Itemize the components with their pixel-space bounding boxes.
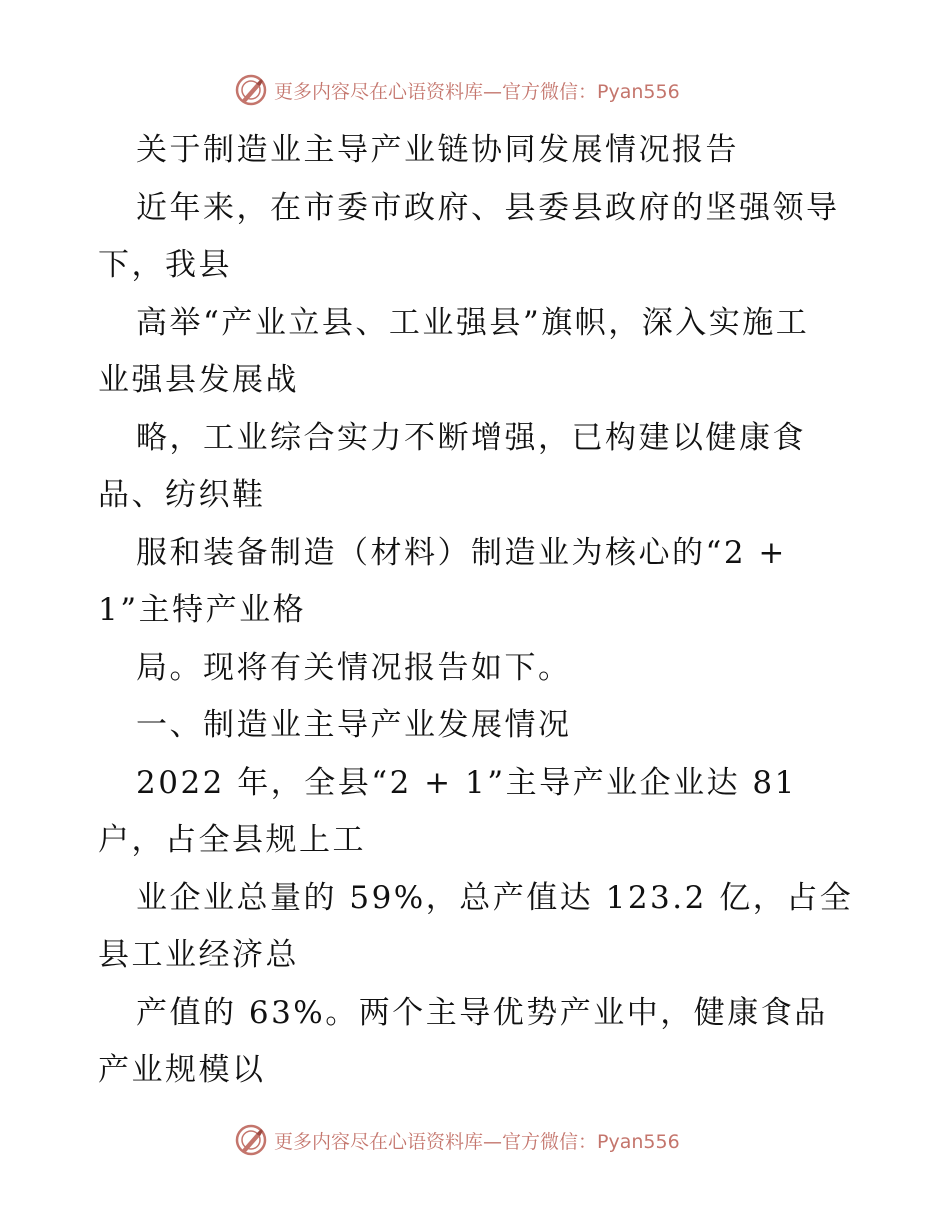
text-line: 品、纺织鞋 — [98, 477, 266, 513]
watermark-text: 更多内容尽在心语资料库—官方微信：Pyan556 — [274, 1130, 680, 1153]
text-line: 下，我县 — [98, 247, 232, 283]
document-body — [98, 122, 878, 1100]
watermark-footer — [234, 1122, 680, 1158]
pen-logo-icon — [234, 1123, 268, 1157]
text-line: 近年来，在市委市政府、县委县政府的坚强领导 — [136, 189, 840, 226]
text-line: 2022 年，全县“2 + 1”主导产业企业达 81 — [136, 764, 797, 801]
text-line: 高举“产业立县、工业强县”旗帜，深入实施工 — [136, 304, 810, 341]
text-line: 业强县发展战 — [98, 362, 299, 398]
watermark-header — [234, 72, 680, 108]
text-line: 县工业经济总 — [98, 937, 299, 973]
text-line: 一、制造业主导产业发展情况 — [136, 707, 572, 743]
watermark-text: 更多内容尽在心语资料库—官方微信：Pyan556 — [274, 80, 680, 103]
text-line: 局。现将有关情况报告如下。 — [136, 649, 572, 686]
pen-logo-icon — [234, 73, 268, 107]
text-line: 关于制造业主导产业链协同发展情况报告 — [136, 132, 739, 168]
text-line: 产业规模以 — [98, 1052, 266, 1088]
text-line: 业企业总量的 59%，总产值达 123.2 亿，占全 — [136, 879, 854, 916]
text-line: 户，占全县规上工 — [98, 822, 366, 858]
text-line: 产值的 63%。两个主导优势产业中，健康食品 — [136, 994, 828, 1031]
text-line: 服和装备制造（材料）制造业为核心的“2 + — [136, 534, 787, 571]
text-line: 略，工业综合实力不断增强，已构建以健康食 — [136, 419, 806, 456]
text-line: 1”主特产业格 — [98, 592, 307, 628]
